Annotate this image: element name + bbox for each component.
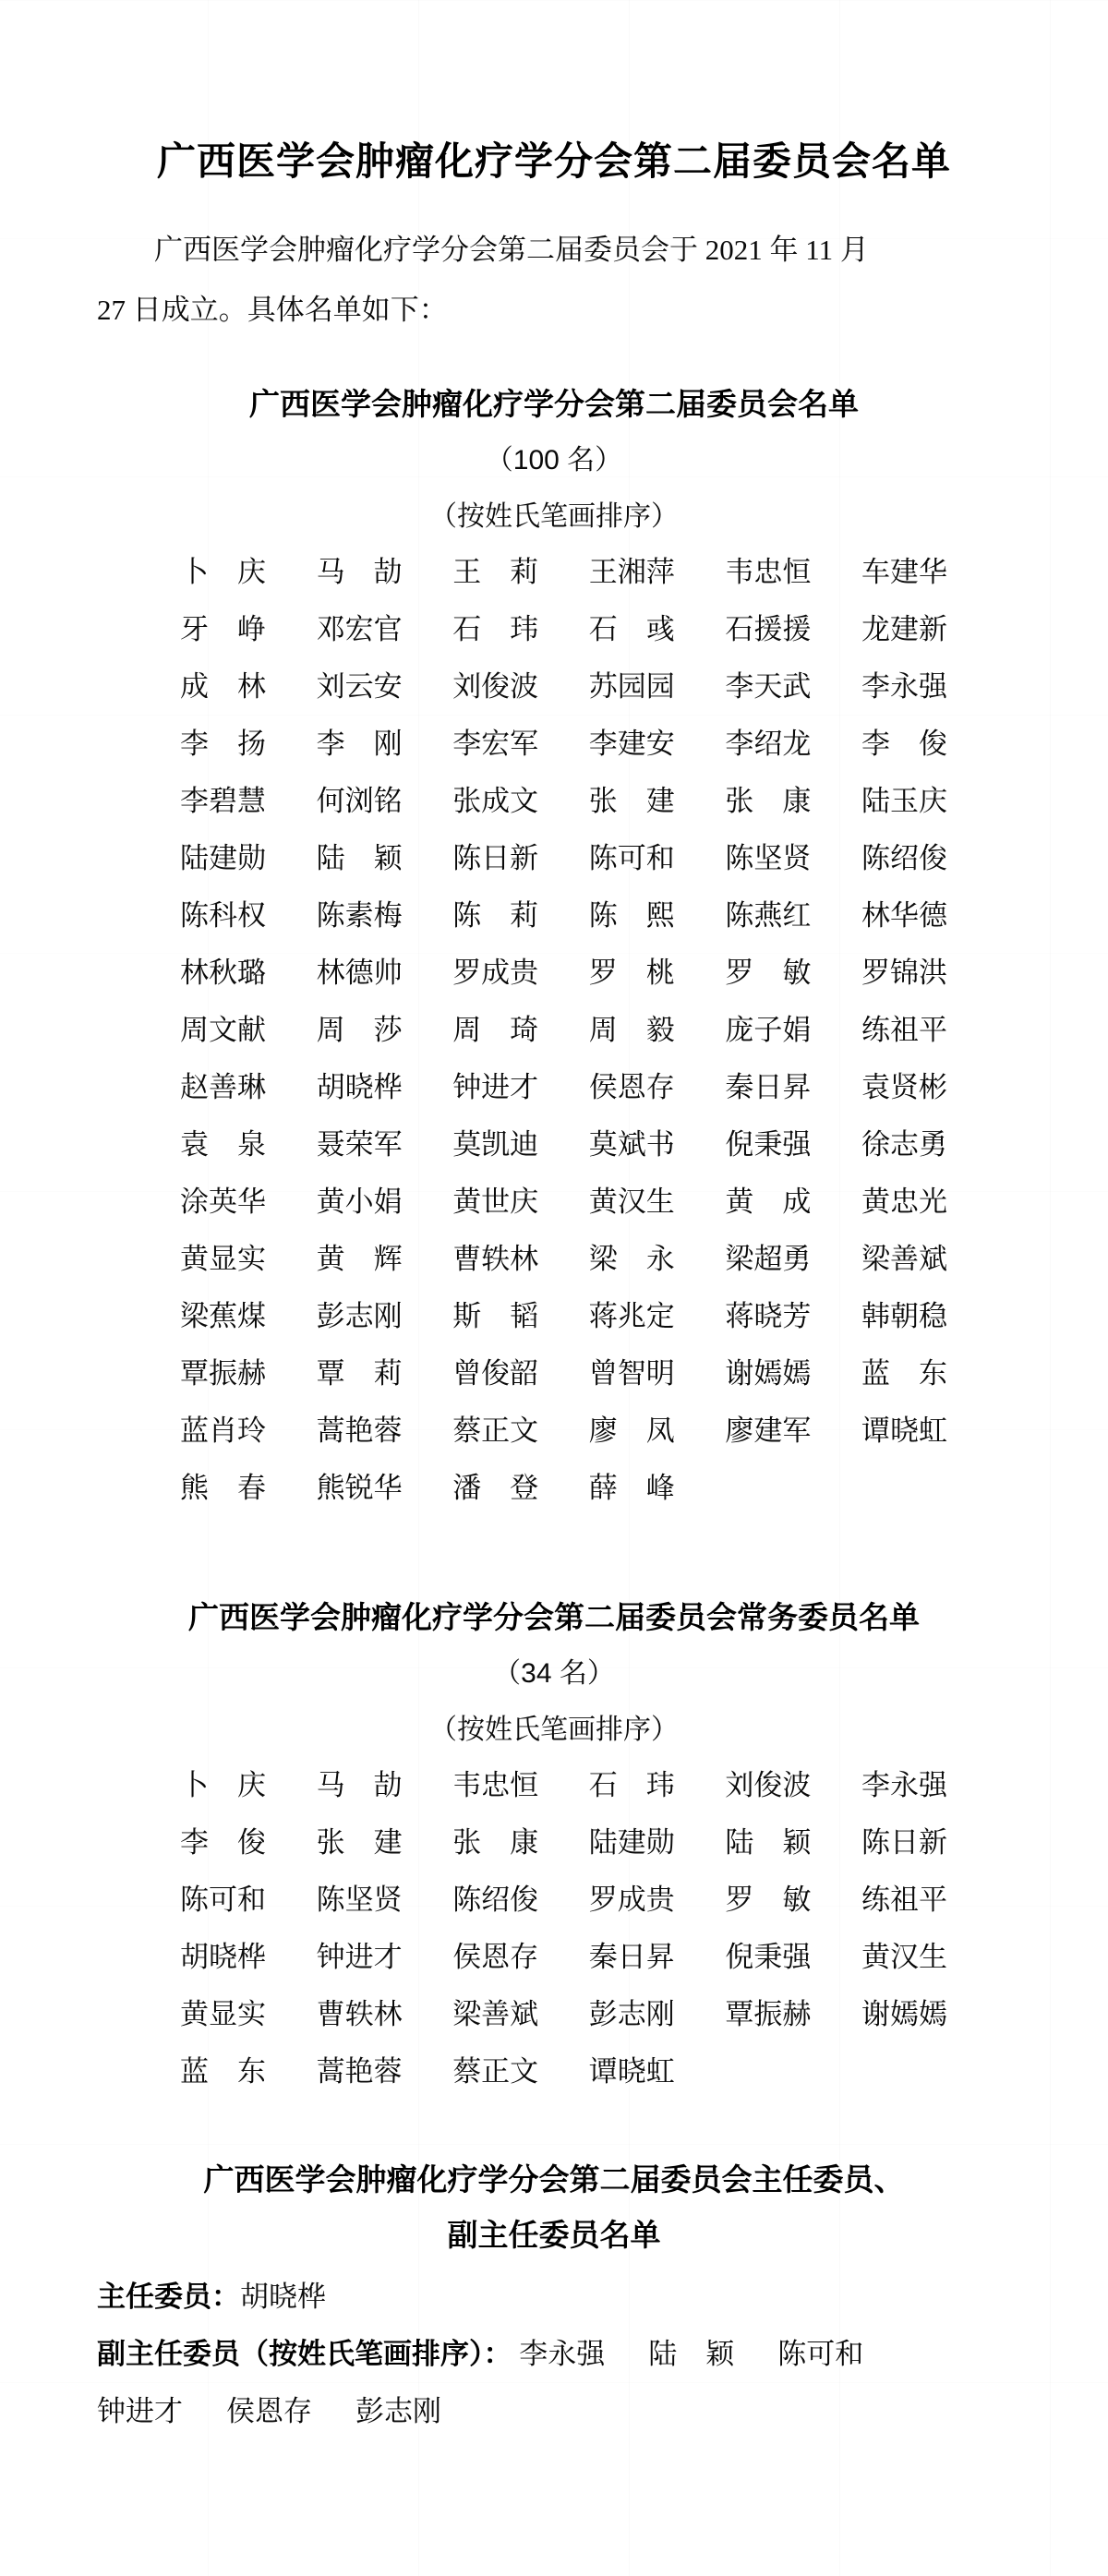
member-name: 蒋晓芳	[725, 1300, 812, 1332]
standing-sort-label: （按姓氏笔画排序）	[429, 1715, 679, 1745]
member-name: 李绍龙	[725, 728, 812, 760]
member-name: 李建安	[588, 728, 675, 760]
member-name: 车建华	[861, 556, 947, 588]
leaders-heading	[0, 2152, 1108, 2263]
member-name: 梁蕉煤	[180, 1300, 266, 1332]
member-name: 蓝 东	[180, 2055, 266, 2088]
member-name: 罗锦洪	[861, 957, 947, 989]
member-name: 黄世庆	[452, 1186, 539, 1218]
member-name: 潘 登	[452, 1472, 539, 1504]
member-name: 石 彧	[588, 613, 675, 645]
member-name: 何浏铭	[316, 785, 403, 817]
member-name: 张 建	[316, 1826, 403, 1859]
member-name: 钟进才	[316, 1941, 403, 1973]
member-name: 石 玮	[452, 613, 539, 645]
member-name: 周 莎	[316, 1014, 403, 1046]
member-name: 谢嫣嫣	[861, 1998, 947, 2030]
officers-block	[97, 2269, 1011, 2440]
member-name: 张 建	[588, 785, 675, 817]
member-name: 涂英华	[180, 1186, 266, 1218]
member-name: 蓝肖玲	[180, 1414, 266, 1447]
member-name: 赵善琳	[180, 1071, 266, 1103]
member-name: 曹轶林	[316, 1998, 403, 2030]
member-name: 刘云安	[316, 670, 403, 703]
member-name: 陆玉庆	[861, 785, 947, 817]
member-name: 倪秉强	[725, 1128, 812, 1161]
member-name: 李永强	[861, 1769, 947, 1801]
member-name: 陈 莉	[452, 899, 539, 932]
member-name: 陆 颖	[316, 842, 403, 874]
member-name: 黄小娟	[316, 1186, 403, 1218]
vice-chair-name: 陈可和	[777, 2338, 864, 2370]
intro-paragraph	[97, 220, 956, 340]
standing-name-grid	[180, 1766, 956, 2091]
member-name: 廖 凤	[588, 1414, 675, 1447]
member-name: 蔡正文	[452, 1414, 539, 1447]
member-name: 马 劼	[316, 1769, 403, 1801]
member-name: 石 玮	[588, 1769, 675, 1801]
member-name: 陈日新	[861, 1826, 947, 1859]
member-name: 蒿艳蓉	[316, 1414, 403, 1447]
member-name: 王 莉	[452, 556, 539, 588]
member-name: 秦日昇	[725, 1071, 812, 1103]
committee-sort-label: （按姓氏笔画排序）	[429, 501, 679, 532]
vice-chair-name: 彭志刚	[355, 2395, 441, 2427]
committee-heading: 广西医学会肿瘤化疗学分会第二届委员会名单	[249, 387, 859, 421]
member-name: 陈可和	[588, 842, 675, 874]
member-name: 袁贤彬	[861, 1071, 947, 1103]
member-name: 罗 桃	[588, 957, 675, 989]
member-name: 李天武	[725, 670, 812, 703]
member-name: 胡晓桦	[180, 1941, 266, 1973]
member-name: 莫斌书	[588, 1128, 675, 1161]
member-name: 张 康	[725, 785, 812, 817]
member-name: 罗成贵	[588, 1884, 675, 1916]
main-title: 广西医学会肿瘤化疗学分会第二届委员会名单	[156, 139, 951, 183]
member-name: 梁善斌	[861, 1243, 947, 1275]
vice-chair-name: 钟进才	[97, 2395, 183, 2427]
member-name: 周 琦	[452, 1014, 539, 1046]
member-name: 莫凯迪	[452, 1128, 539, 1161]
committee-section	[0, 384, 1108, 1508]
member-name: 梁 永	[588, 1243, 675, 1275]
member-name: 秦日昇	[588, 1941, 675, 1973]
member-name: 黄汉生	[588, 1186, 675, 1218]
member-name: 覃振赫	[180, 1357, 266, 1390]
member-name: 陆 颖	[725, 1826, 812, 1859]
member-name: 陈坚贤	[725, 842, 812, 874]
vice-chair-name: 李永强	[519, 2338, 606, 2370]
member-name: 陈可和	[180, 1884, 266, 1916]
member-name: 倪秉强	[725, 1941, 812, 1973]
member-name: 徐志勇	[861, 1128, 947, 1161]
member-name: 陈日新	[452, 842, 539, 874]
member-name: 李 刚	[316, 728, 403, 760]
member-name: 韩朝稳	[861, 1300, 947, 1332]
committee-name-grid	[180, 553, 956, 1508]
committee-count-label: （100 名）	[485, 445, 623, 475]
member-name: 周文献	[180, 1014, 266, 1046]
member-name: 石援援	[725, 613, 812, 645]
member-name: 刘俊波	[452, 670, 539, 703]
member-name: 陈科权	[180, 899, 266, 932]
chair-label: 主任委员：	[97, 2281, 240, 2313]
member-name: 侯恩存	[452, 1941, 539, 1973]
member-name: 曾俊韶	[452, 1357, 539, 1390]
standing-committee-section	[0, 1597, 1108, 2091]
member-name: 张成文	[452, 785, 539, 817]
vice-chair-line	[97, 2326, 1011, 2440]
member-name: 李永强	[861, 670, 947, 703]
chair-name: 胡晓桦	[240, 2281, 326, 2313]
member-name: 邓宏官	[316, 613, 403, 645]
member-name: 黄 辉	[316, 1243, 403, 1275]
member-name: 黄忠光	[861, 1186, 947, 1218]
member-name: 黄汉生	[861, 1941, 947, 1973]
member-name: 马 劼	[316, 556, 403, 588]
member-name: 黄显实	[180, 1243, 266, 1275]
member-name: 廖建军	[725, 1414, 812, 1447]
member-name: 熊锐华	[316, 1472, 403, 1504]
member-name: 谭晓虹	[588, 2055, 675, 2088]
member-name: 聂荣军	[316, 1128, 403, 1161]
member-name: 罗 敏	[725, 957, 812, 989]
member-name: 韦忠恒	[452, 1769, 539, 1801]
member-name: 梁超勇	[725, 1243, 812, 1275]
member-name: 张 康	[452, 1826, 539, 1859]
member-name: 王湘萍	[588, 556, 675, 588]
member-name: 覃 莉	[316, 1357, 403, 1390]
member-name: 李宏军	[452, 728, 539, 760]
member-name: 陈绍俊	[452, 1884, 539, 1916]
member-name: 胡晓桦	[316, 1071, 403, 1103]
member-name: 卜 庆	[180, 556, 266, 588]
standing-heading: 广西医学会肿瘤化疗学分会第二届委员会常务委员名单	[188, 1600, 920, 1634]
member-name: 熊 春	[180, 1472, 266, 1504]
member-name: 陆建勋	[588, 1826, 675, 1859]
member-name: 陈坚贤	[316, 1884, 403, 1916]
member-name: 斯 韬	[452, 1300, 539, 1332]
member-name: 彭志刚	[316, 1300, 403, 1332]
member-name: 覃振赫	[725, 1998, 812, 2030]
vice-chair-label: 副主任委员（按姓氏笔画排序）：	[97, 2338, 512, 2370]
member-name: 袁 泉	[180, 1128, 266, 1161]
member-name: 李 俊	[861, 728, 947, 760]
member-name: 蔡正文	[452, 2055, 539, 2088]
member-name: 谭晓虹	[861, 1414, 947, 1447]
member-name: 谢嫣嫣	[725, 1357, 812, 1390]
member-name: 彭志刚	[588, 1998, 675, 2030]
standing-count-label: （34 名）	[493, 1658, 615, 1689]
member-name: 蒋兆定	[588, 1300, 675, 1332]
leaders-heading-line-2: 副主任委员名单	[447, 2218, 661, 2252]
member-name: 蒿艳蓉	[316, 2055, 403, 2088]
leaders-section	[0, 2152, 1108, 2440]
member-name: 李 俊	[180, 1826, 266, 1859]
member-name: 李 扬	[180, 728, 266, 760]
vice-chair-name: 陆 颖	[648, 2338, 735, 2370]
member-name: 苏园园	[588, 670, 675, 703]
member-name: 陈燕红	[725, 899, 812, 932]
member-name: 卜 庆	[180, 1769, 266, 1801]
member-name: 李碧慧	[180, 785, 266, 817]
member-name: 刘俊波	[725, 1769, 812, 1801]
member-name: 龙建新	[861, 613, 947, 645]
member-name: 黄 成	[725, 1186, 812, 1218]
member-name: 韦忠恒	[725, 556, 812, 588]
member-name: 陈绍俊	[861, 842, 947, 874]
member-name: 陈素梅	[316, 899, 403, 932]
vice-chair-name: 侯恩存	[226, 2395, 312, 2427]
member-name: 练祖平	[861, 1884, 947, 1916]
member-name: 薛 峰	[588, 1472, 675, 1504]
member-name: 罗 敏	[725, 1884, 812, 1916]
member-name: 成 林	[180, 670, 266, 703]
member-name: 林秋璐	[180, 957, 266, 989]
member-name: 林德帅	[316, 957, 403, 989]
intro-line-1: 广西医学会肿瘤化疗学分会第二届委员会于 2021 年 11 月	[154, 234, 869, 266]
member-name: 练祖平	[861, 1014, 947, 1046]
member-name: 罗成贵	[452, 957, 539, 989]
leaders-heading-line-1: 广西医学会肿瘤化疗学分会第二届委员会主任委员、	[203, 2162, 905, 2197]
member-name: 周 毅	[588, 1014, 675, 1046]
chair-line	[97, 2269, 1011, 2326]
member-name: 侯恩存	[588, 1071, 675, 1103]
member-name: 牙 峥	[180, 613, 266, 645]
member-name: 林华德	[861, 899, 947, 932]
member-name: 黄显实	[180, 1998, 266, 2030]
member-name: 曾智明	[588, 1357, 675, 1390]
member-name: 陈 熙	[588, 899, 675, 932]
member-name: 钟进才	[452, 1071, 539, 1103]
member-name: 庞子娟	[725, 1014, 812, 1046]
member-name: 曹轶林	[452, 1243, 539, 1275]
member-name: 梁善斌	[452, 1998, 539, 2030]
intro-line-2: 27 日成立。具体名单如下：	[97, 294, 448, 326]
member-name: 陆建勋	[180, 842, 266, 874]
member-name: 蓝 东	[861, 1357, 947, 1390]
